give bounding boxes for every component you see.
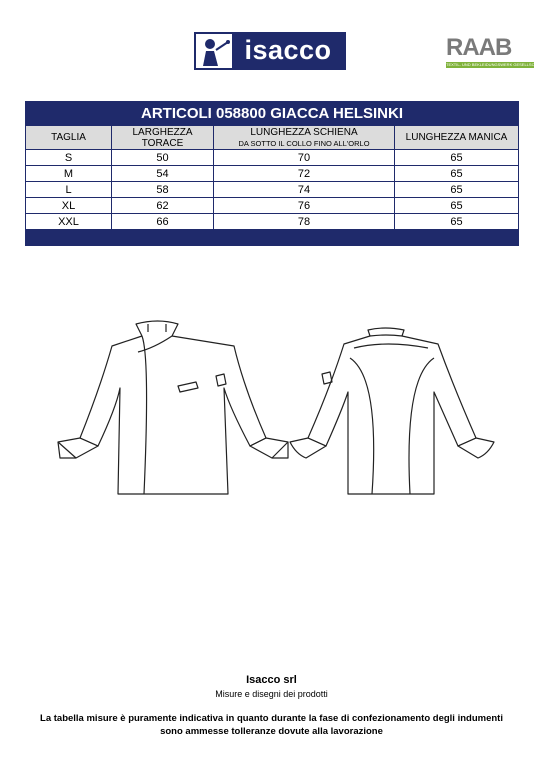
sleeve-length-cell: 65: [395, 214, 519, 230]
raab-logo-text: RAAB: [446, 34, 512, 61]
col-header-lunghezza-schiena-note: DA SOTTO IL COLLO FINO ALL'ORLO: [238, 138, 370, 148]
document-subtitle: Misure e disegni dei prodotti: [215, 689, 328, 699]
sleeve-length-cell: 65: [395, 198, 519, 214]
jacket-front-drawing: [58, 321, 288, 494]
back-length-cell: 70: [214, 150, 395, 166]
isacco-logo: [194, 32, 346, 70]
raab-tagline: TEXTIL- UND BEKLEIDUNGSWERK GESELLSCHAFT: [446, 62, 545, 67]
sleeve-length-cell: 65: [395, 150, 519, 166]
isacco-logo-text: isacco: [232, 34, 344, 68]
back-length-cell: 74: [214, 182, 395, 198]
chest-cell: 54: [112, 166, 214, 182]
disclaimer-line-1: La tabella misure è puramente indicativa in quanto durante la fase di confezionamento degli indumenti: [40, 713, 503, 724]
size-cell: XL: [26, 198, 112, 214]
sleeve-length-cell: 65: [395, 182, 519, 198]
raab-logo: [446, 34, 545, 70]
size-cell: XXL: [26, 214, 112, 230]
jacket-back-drawing: [290, 328, 494, 494]
back-length-cell: 76: [214, 198, 395, 214]
table-footer-bar: [26, 230, 519, 246]
chest-cell: 66: [112, 214, 214, 230]
table-title: ARTICOLI 058800 GIACCA HELSINKI: [26, 102, 519, 126]
size-cell: L: [26, 182, 112, 198]
table-row: [26, 198, 519, 214]
table-row: [26, 214, 519, 230]
chef-figure-icon: [198, 36, 232, 66]
chest-cell: 62: [112, 198, 214, 214]
chest-cell: 58: [112, 182, 214, 198]
disclaimer: [0, 712, 543, 738]
jacket-drawings: [50, 318, 500, 498]
back-length-cell: 78: [214, 214, 395, 230]
table-header-row: [26, 126, 519, 150]
chest-cell: 50: [112, 150, 214, 166]
col-header-lunghezza-manica: LUNGHEZZA MANICA: [395, 126, 519, 150]
table-row: [26, 182, 519, 198]
size-cell: M: [26, 166, 112, 182]
table-row: [26, 166, 519, 182]
disclaimer-line-2: sono ammesse tolleranze dovute alla lavorazione: [160, 726, 383, 737]
col-header-taglia: TAGLIA: [26, 126, 112, 150]
col-header-lunghezza-schiena: LUNGHEZZA SCHIENA DA SOTTO IL COLLO FINO ALL'ORLO: [214, 126, 395, 150]
back-length-cell: 72: [214, 166, 395, 182]
sleeve-length-cell: 65: [395, 166, 519, 182]
size-table: [25, 101, 519, 246]
table-row: [26, 150, 519, 166]
size-cell: S: [26, 150, 112, 166]
company-name: Isacco srl: [246, 674, 297, 686]
col-header-larghezza-torace: LARGHEZZA TORACE: [112, 126, 214, 150]
